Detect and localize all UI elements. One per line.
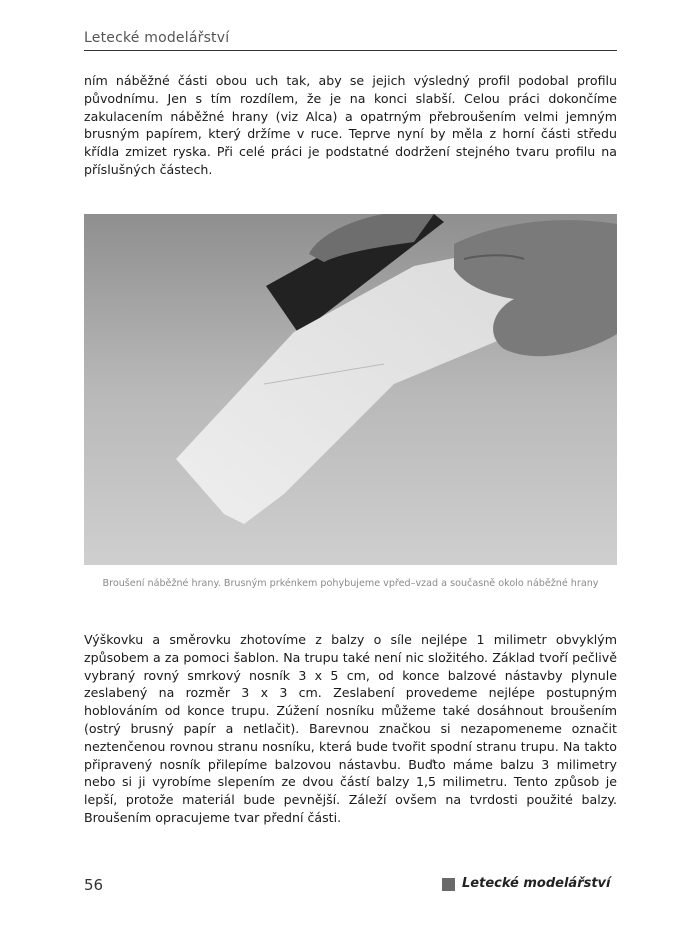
- photo-illustration: [84, 214, 617, 565]
- footer-book-title: Letecké modelářství: [462, 876, 611, 891]
- header-rule: [84, 50, 617, 51]
- running-head-title: Letecké modelářství: [84, 30, 230, 46]
- page-number: 56: [84, 876, 104, 894]
- footer-square-mark: [442, 878, 455, 891]
- body-paragraph-1: ním náběžné části obou uch tak, aby se jejich výsledný profil podobal profilu původnímu. Jen s tím rozdílem, že je na konci slabší. Celou práci dokončíme zakulacením náběžné hrany (viz Alca) a opatrným přebroušením velmi jemným brusným papírem, který držíme v ruce. Teprve nyní by měla z horní části středu křídla zmizet ryska. Při celé práci je podstatné dodržení stejného tvaru profilu na příslušných částech.: [84, 73, 617, 177]
- figure-caption: Broušení náběžné hrany. Brusným prkénkem pohybujeme vpřed–vzad a současně okolo náběžné hrany: [102, 578, 599, 589]
- photo-sanding-leading-edge: [84, 214, 617, 565]
- body-paragraph-2: Výškovku a směrovku zhotovíme z balzy o síle nejlépe 1 milimetr obvyklým způsobem a za pomoci šablon. Na trupu také není nic složitého. Základ tvoří pečlivě vybraný rovný smrkový nosník 3 x 5 cm, od konce balzové nástavby plynule zeslabený na rozměr 3 x 3 cm. Zeslabení provedeme nejlépe postupným hoblováním od konce trupu. Zúžení nosníku můžeme také dosáhnout broušením (ostrý brusný papír a netlačit). Barevnou značkou si nezapomeneme označit neztenčenou rovnou stranu nosníku, která bude tvořit spodní stranu trupu. Na takto připravený nosník přilepíme balzovou nástavbu. Buďto máme balzu 3 milimetry nebo si ji vyrobíme slepením ze dvou částí balzy 1,5 milimetru. Tento způsob je lepší, protože materiál bude pevnější. Záleží ovšem na tvrdosti použité balzy. Broušením opracujeme tvar přední části.: [84, 632, 617, 825]
